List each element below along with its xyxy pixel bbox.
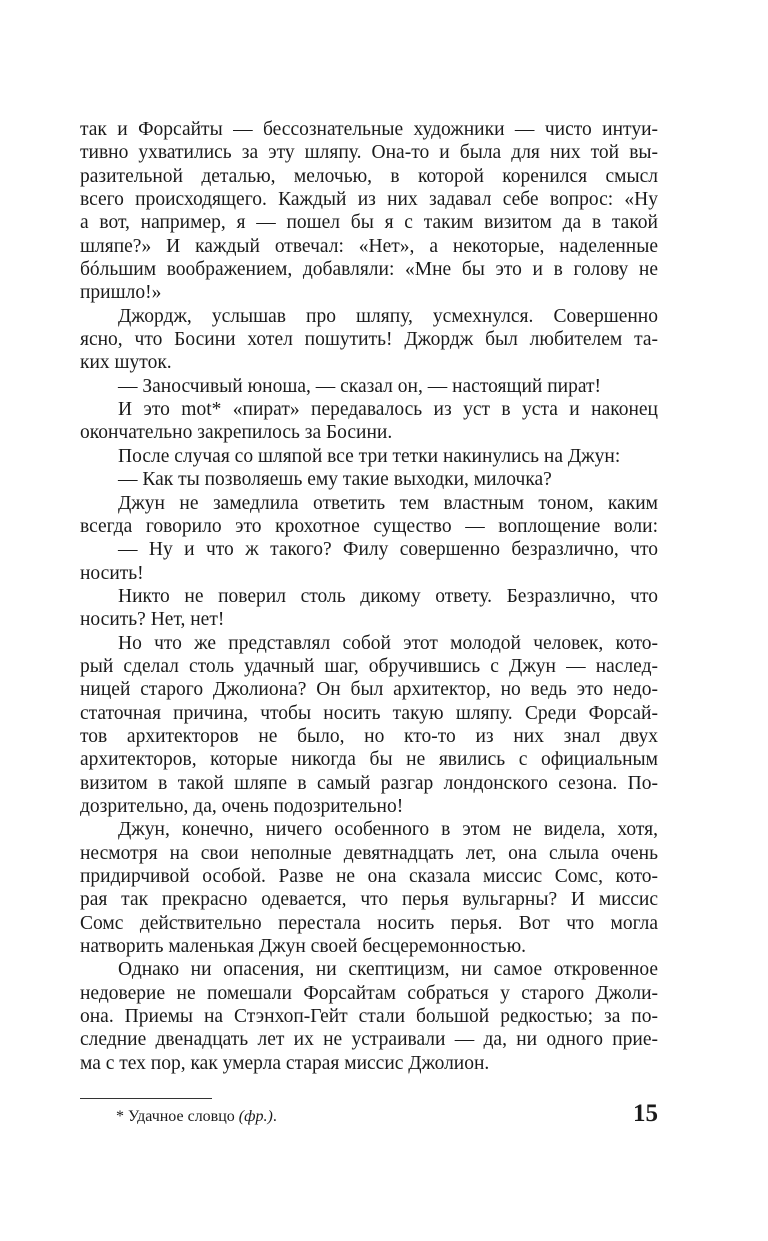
body-text bbox=[80, 118, 658, 1075]
text-line: ких шуток. bbox=[80, 352, 172, 374]
text-line: Джун, конечно, ничего особенного в этом не видела, хотя, bbox=[118, 819, 658, 841]
text-line: рый сделал столь удачный шаг, обручившись с Джун — наслед- bbox=[80, 655, 658, 677]
text-line: — Ну и что ж такого? Филу совершенно безразлично, что bbox=[118, 539, 658, 561]
text-line: Никто не поверил столь дикому ответу. Безразлично, что bbox=[118, 585, 658, 607]
text-line: она. Приемы на Стэнхоп-Гейт стали большой редкостью; за по- bbox=[80, 1006, 658, 1028]
text-line: пришло!» bbox=[80, 282, 162, 304]
footnote-end: . bbox=[272, 1108, 277, 1125]
text-line: тивно ухватились за эту шляпу. Она-то и была для них той вы- bbox=[80, 142, 658, 164]
text-line: носить? Нет, нет! bbox=[80, 609, 225, 631]
text-line: — Заносчивый юноша, — сказал он, — настоящий пират! bbox=[118, 375, 601, 397]
text-line: ницей старого Джолиона? Он был архитектор, но ведь это недо- bbox=[80, 679, 658, 701]
text-line: Сомс действительно перестала носить перья. Вот что могла bbox=[80, 912, 658, 934]
text-line: всегда говорило это крохотное существо — воплощение воли: bbox=[80, 515, 658, 537]
text-line: следние двенадцать лет их не устраивали — да, ни одного прие- bbox=[80, 1029, 658, 1051]
text-line: дозрительно, да, очень подозрительно! bbox=[80, 795, 404, 817]
text-line: После случая со шляпой все три тетки накинулись на Джун: bbox=[118, 445, 621, 467]
text-line: носить! bbox=[80, 562, 144, 584]
text-line: а вот, например, я — пошел бы я с таким визитом да в такой bbox=[80, 212, 658, 234]
text-line: придирчивой особой. Разве не она сказала миссис Сомс, кото- bbox=[80, 866, 658, 887]
text-line: ясно, что Босини хотел пошутить! Джордж был любителем та- bbox=[80, 329, 658, 351]
footnote-source: (фр.) bbox=[238, 1108, 273, 1125]
text-line: так и Форсайты — бессознательные художники — чисто интуи- bbox=[80, 119, 658, 140]
text-line: шляпе?» И каждый отвечал: «Нет», а некоторые, наделенные bbox=[80, 235, 658, 257]
text-line: ма с тех пор, как умерла старая миссис Джолион. bbox=[80, 1052, 490, 1074]
text-line: Джун не замедлила ответить тем властным тоном, каким bbox=[118, 492, 658, 514]
text-line: И это mot* «пират» передавалось из уст в уста и наконец bbox=[118, 399, 658, 421]
text-line: тов архитекторов не было, но кто-то из них знал двух bbox=[80, 725, 658, 747]
text-line: — Как ты позволяешь ему такие выходки, милочка? bbox=[118, 469, 552, 491]
footnote-marker: * bbox=[116, 1108, 128, 1125]
text-line: статочная причина, чтобы носить такую шляпу. Среди Форсай- bbox=[80, 702, 658, 724]
text-line: окончательно закрепилось за Босини. bbox=[80, 422, 393, 444]
text-line: архитекторов, которые никогда бы не явились с официальным bbox=[80, 749, 658, 771]
footnote bbox=[116, 1107, 277, 1127]
footnote-divider bbox=[80, 1098, 212, 1099]
text-line: Однако ни опасения, ни скептицизм, ни самое откровенное bbox=[118, 959, 658, 981]
text-line: Но что же представлял собой этот молодой человек, кото- bbox=[118, 632, 658, 654]
page-number: 15 bbox=[633, 1100, 658, 1127]
footnote-text: Удачное словцо bbox=[128, 1108, 239, 1125]
text-line: рая так прекрасно одевается, что перья вульгарны? И миссис bbox=[80, 889, 658, 911]
text-line: несмотря на свои неполные девятнадцать лет, она слыла очень bbox=[80, 842, 658, 864]
text-line: разительной деталью, мелочью, в которой коренился смысл bbox=[80, 165, 658, 187]
text-line: натворить маленькая Джун своей бесцеремонностью. bbox=[80, 936, 527, 958]
text-line: Джордж, услышав про шляпу, усмехнулся. Совершенно bbox=[118, 305, 658, 327]
text-line: визитом в такой шляпе в самый разгар лондонского сезона. По- bbox=[80, 772, 658, 794]
text-line: бóльшим воображением, добавляли: «Мне бы это и в голову не bbox=[80, 259, 658, 281]
text-line: всего происходящего. Каждый из них задавал себе вопрос: «Ну bbox=[80, 189, 658, 211]
text-line: недоверие не помешали Форсайтам собраться у старого Джоли- bbox=[80, 982, 658, 1004]
